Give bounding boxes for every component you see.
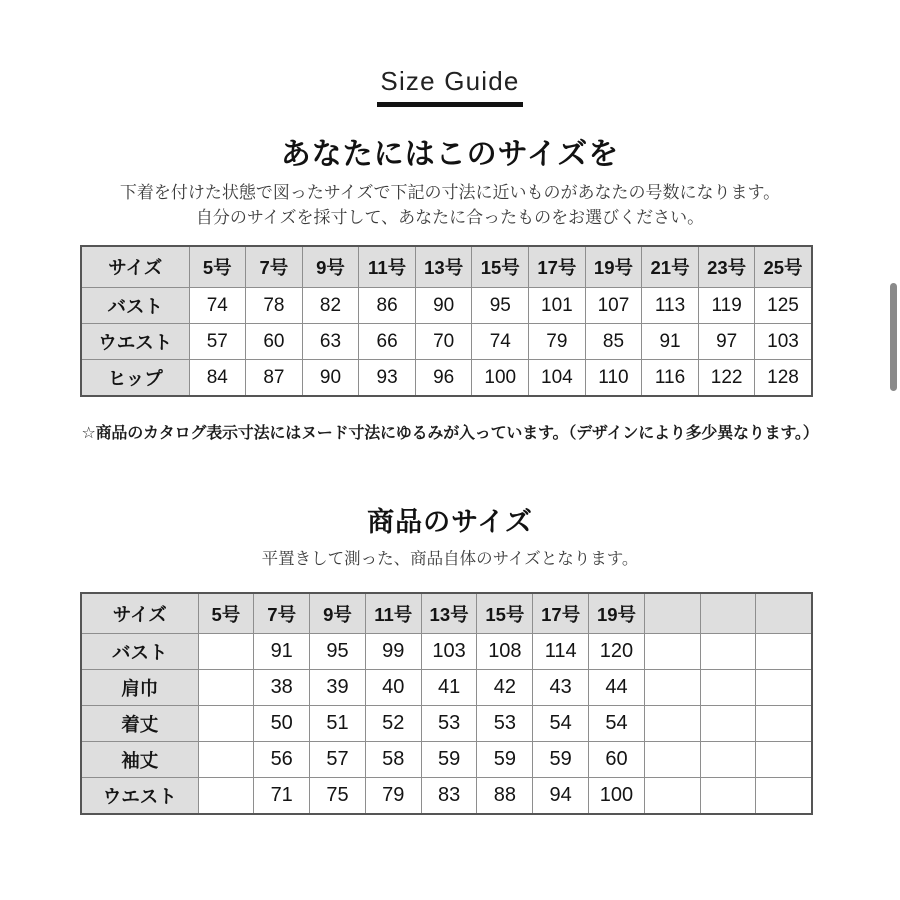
table-cell-empty [198,778,254,815]
table-row [81,778,812,815]
table-cell: 42 [477,670,533,706]
table-cell: 83 [421,778,477,815]
table-cell: 43 [533,670,589,706]
garment-size-table [80,592,813,815]
catalog-note: ☆商品のカタログ表示寸法にはヌード寸法にゆるみが入っています。（デザインにより多少異なります。） [81,425,819,442]
table-cell: 60 [589,742,645,778]
table-row [81,706,812,742]
body-size-lead-line1: 下着を付けた状態で図ったサイズで下記の寸法に近いものがあなたの号数になります。 [119,183,781,202]
table-cell: 38 [254,670,310,706]
table-cell-empty [700,634,756,670]
table-cell: 60 [246,324,303,360]
table-cell: 103 [421,634,477,670]
table-cell: 94 [533,778,589,815]
table-cell: 113 [642,288,699,324]
table-cell: 100 [472,360,529,397]
table-cell: 120 [589,634,645,670]
table-row-label: バスト [81,288,189,324]
table-cell: 91 [642,324,699,360]
table-cell: 57 [189,324,246,360]
table-header-cell: 13号 [421,593,477,634]
table-cell-empty [644,634,700,670]
table-header-cell: 11号 [359,246,416,288]
table-header-cell: 13号 [415,246,472,288]
table-row [81,288,812,324]
table-cell: 58 [365,742,421,778]
title-underline-rule [377,102,523,107]
table-row-label: バスト [81,634,198,670]
table-cell-empty [756,634,812,670]
table-row-label: ウエスト [81,324,189,360]
table-row-label: ウエスト [81,778,198,815]
table-header-row [81,246,812,288]
table-cell: 128 [755,360,812,397]
table-cell: 116 [642,360,699,397]
table-row-label: 肩巾 [81,670,198,706]
table-header-cell: 9号 [302,246,359,288]
table-cell-empty [198,634,254,670]
table-cell-empty [756,706,812,742]
table-cell-empty [756,742,812,778]
table-cell: 39 [310,670,366,706]
table-cell: 119 [698,288,755,324]
body-size-lead-line2: 自分のサイズを採寸して、あなたに合ったものをお選びください。 [195,208,705,227]
table-cell: 78 [246,288,303,324]
table-row-label: ヒップ [81,360,189,397]
table-header-cell: 23号 [698,246,755,288]
table-cell-empty [198,670,254,706]
table-header-cell: 11号 [365,593,421,634]
table-row [81,324,812,360]
table-cell: 90 [302,360,359,397]
table-cell: 41 [421,670,477,706]
table-cell-empty [700,670,756,706]
table-header-cell-empty [644,593,700,634]
table-cell: 90 [415,288,472,324]
table-cell: 75 [310,778,366,815]
table-cell: 88 [477,778,533,815]
table-header-cell: 5号 [198,593,254,634]
table-cell: 54 [589,706,645,742]
table-cell: 50 [254,706,310,742]
table-cell: 84 [189,360,246,397]
table-cell: 53 [421,706,477,742]
table-header-cell: 17号 [529,246,586,288]
table-header-cell: 19号 [589,593,645,634]
table-cell: 54 [533,706,589,742]
table-cell: 63 [302,324,359,360]
table-cell-empty [756,670,812,706]
table-cell: 59 [533,742,589,778]
table-header-cell: 21号 [642,246,699,288]
table-cell: 59 [477,742,533,778]
page-scrollbar-thumb[interactable] [890,283,897,391]
table-cell: 57 [310,742,366,778]
table-cell: 97 [698,324,755,360]
table-cell: 66 [359,324,416,360]
table-cell: 70 [415,324,472,360]
table-cell: 95 [472,288,529,324]
table-header-row [81,593,812,634]
table-cell: 91 [254,634,310,670]
garment-size-lead [0,546,900,571]
page-title: Size Guide [380,66,520,96]
table-cell: 87 [246,360,303,397]
table-cell: 108 [477,634,533,670]
table-cell-empty [644,778,700,815]
table-cell: 96 [415,360,472,397]
table-header-cell-empty [756,593,812,634]
table-cell: 74 [472,324,529,360]
garment-size-lead-line1: 平置きして測った、商品自体のサイズとなります。 [261,549,639,568]
table-corner-label: サイズ [81,593,198,634]
table-row [81,360,812,397]
body-size-lead [0,180,900,230]
table-cell: 56 [254,742,310,778]
table-row-label: 袖丈 [81,742,198,778]
table-header-cell: 7号 [254,593,310,634]
table-cell: 79 [529,324,586,360]
table-cell: 74 [189,288,246,324]
body-size-table-body [81,246,812,396]
table-cell-empty [198,706,254,742]
table-cell: 93 [359,360,416,397]
table-header-cell: 19号 [585,246,642,288]
table-cell: 110 [585,360,642,397]
table-cell: 125 [755,288,812,324]
table-cell: 101 [529,288,586,324]
table-row [81,742,812,778]
table-cell: 40 [365,670,421,706]
table-cell-empty [700,778,756,815]
garment-size-table-body [81,593,812,814]
table-cell-empty [700,706,756,742]
table-header-cell: 5号 [189,246,246,288]
table-header-cell-empty [700,593,756,634]
table-cell: 100 [589,778,645,815]
table-header-cell: 9号 [310,593,366,634]
table-header-cell: 25号 [755,246,812,288]
table-cell: 82 [302,288,359,324]
table-cell: 103 [755,324,812,360]
table-cell-empty [644,742,700,778]
body-size-heading: あなたにはこのサイズを [280,138,620,171]
table-cell-empty [198,742,254,778]
table-corner-label: サイズ [81,246,189,288]
table-cell: 71 [254,778,310,815]
table-cell: 99 [365,634,421,670]
table-cell: 122 [698,360,755,397]
page-scrollbar-track[interactable] [890,0,899,900]
table-cell: 44 [589,670,645,706]
table-row [81,670,812,706]
table-cell: 51 [310,706,366,742]
table-cell: 52 [365,706,421,742]
table-cell: 53 [477,706,533,742]
table-cell: 86 [359,288,416,324]
body-size-table [80,245,813,397]
table-cell-empty [700,742,756,778]
table-cell-empty [756,778,812,815]
table-header-cell: 15号 [477,593,533,634]
table-header-cell: 7号 [246,246,303,288]
table-cell: 114 [533,634,589,670]
table-row [81,634,812,670]
table-cell: 79 [365,778,421,815]
table-row-label: 着丈 [81,706,198,742]
table-cell-empty [644,670,700,706]
table-cell: 85 [585,324,642,360]
page-title-block [0,68,900,107]
table-cell: 104 [529,360,586,397]
table-header-cell: 17号 [533,593,589,634]
table-header-cell: 15号 [472,246,529,288]
table-cell: 95 [310,634,366,670]
table-cell-empty [644,706,700,742]
garment-size-heading: 商品のサイズ [367,507,533,537]
table-cell: 107 [585,288,642,324]
table-cell: 59 [421,742,477,778]
